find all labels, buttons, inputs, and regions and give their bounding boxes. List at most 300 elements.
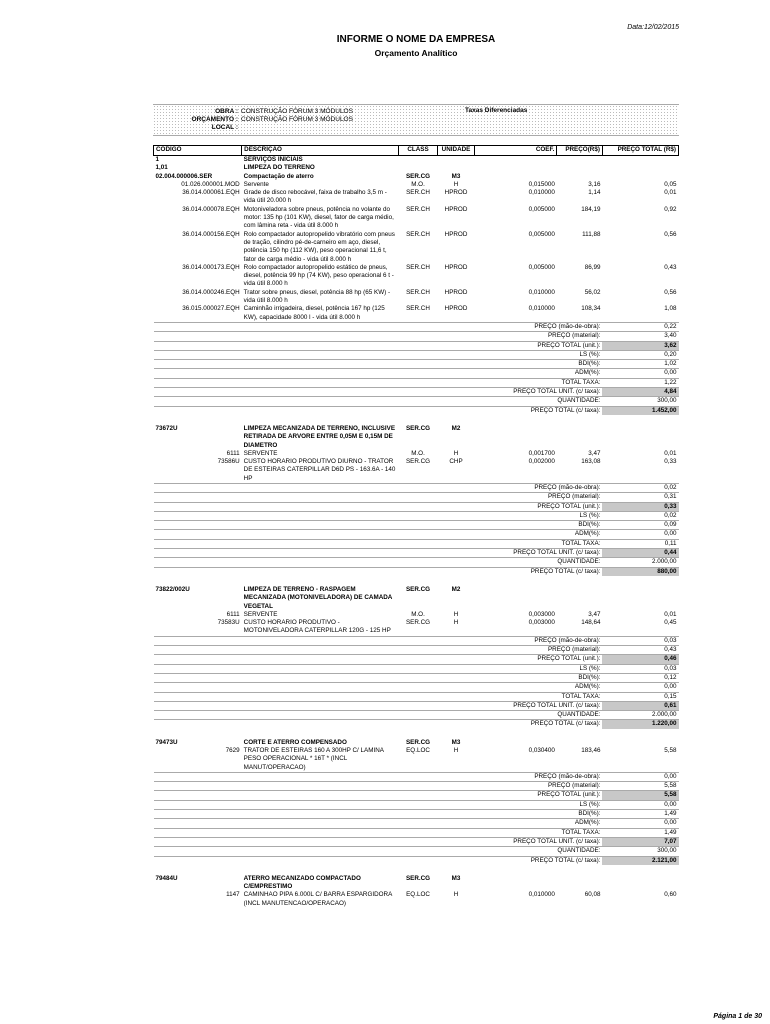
summary-row xyxy=(154,810,679,819)
unidade-cell: M3 xyxy=(451,874,461,882)
preco-cell xyxy=(557,164,603,172)
summary-row xyxy=(154,406,679,415)
unidade-cell: H xyxy=(453,610,459,618)
descricao-cell: Servente xyxy=(243,180,269,188)
summary-value: 7,07 xyxy=(602,837,678,846)
codigo-cell: 1,01 xyxy=(155,164,168,172)
table-row xyxy=(154,156,679,165)
coef-cell xyxy=(475,739,557,747)
descricao-cell: CUSTO HORARIO PRODUTIVO - MOTONIVELADORA CATERPILLAR 120G - 125 HP xyxy=(243,619,391,635)
codigo-cell: 79484U xyxy=(155,874,178,882)
coef-cell: 0,003000 xyxy=(528,610,555,618)
summary-value: 0,33 xyxy=(602,502,678,511)
descricao-cell: CORTE E ATERRO COMPENSADO xyxy=(243,738,347,746)
class-cell: M.O. xyxy=(411,180,425,188)
preco-total-cell: 1,08 xyxy=(664,305,677,313)
codigo-cell: 36.014.000061.EQH xyxy=(182,189,240,197)
summary-value: 0,03 xyxy=(602,636,678,645)
preco-cell: 148,64 xyxy=(581,619,601,627)
summary-label: PREÇO (material): xyxy=(154,782,603,791)
col-codigo: CÓDIGO xyxy=(154,146,242,156)
codigo-cell: 1147 xyxy=(226,891,240,899)
spacer-row xyxy=(154,729,679,739)
preco-total-cell: 0,01 xyxy=(664,449,677,457)
table-row xyxy=(154,739,679,747)
descricao-cell: Rolo compactador autopropelido vibratório com pneus de tração, cilindro pé-de-carneiro em aço, diesel, potência 150 hp (112 KW), peso operacional 11,6 t, fator de carga médio - vida útil 8.000 h xyxy=(243,230,395,263)
summary-value: 0,03 xyxy=(602,664,678,673)
obra-label: OBRA : xyxy=(215,108,238,115)
budget-table xyxy=(153,145,679,908)
codigo-cell: 73586U xyxy=(217,458,240,466)
summary-value: 880,00 xyxy=(602,567,678,576)
summary-row xyxy=(154,782,679,791)
summary-row xyxy=(154,502,679,511)
summary-value: 0,46 xyxy=(602,655,678,664)
summary-row xyxy=(154,646,679,655)
unidade-cell: H xyxy=(453,180,459,188)
summary-value: 1,49 xyxy=(602,828,678,837)
class-cell: SER.CG xyxy=(405,619,431,627)
unidade-cell: M2 xyxy=(451,585,461,593)
spacer-cell xyxy=(154,415,679,425)
summary-row xyxy=(154,369,679,378)
table-row xyxy=(154,264,679,289)
summary-row xyxy=(154,856,679,865)
summary-label: PREÇO TOTAL (c/ taxa): xyxy=(154,720,603,729)
summary-row xyxy=(154,711,679,720)
table-row xyxy=(154,181,679,189)
coef-cell: 0,030400 xyxy=(528,747,555,754)
coef-cell: 0,001700 xyxy=(528,449,555,457)
summary-value: 0,00 xyxy=(602,800,678,809)
codigo-cell: 36.014.000156.EQH xyxy=(182,230,240,238)
summary-value: 0,31 xyxy=(602,493,678,502)
summary-row xyxy=(154,360,679,369)
preco-cell: 3,47 xyxy=(588,610,601,618)
summary-value: 0,00 xyxy=(602,819,678,828)
codigo-cell: 02.004.000006.SER xyxy=(155,172,213,180)
descricao-cell: CAMINHAO PIPA 6.000L C/ BARRA ESPARGIDORA (INCL MANUTENCAO/OPERACAO) xyxy=(243,891,392,907)
descricao-cell: Compactação de aterro xyxy=(243,172,314,180)
summary-value: 0,09 xyxy=(602,521,678,530)
table-row xyxy=(154,173,679,181)
preco-total-cell: 0,92 xyxy=(664,205,677,213)
summary-row xyxy=(154,772,679,781)
codigo-cell: 36.015.000027.EQH xyxy=(182,305,240,313)
summary-row xyxy=(154,483,679,492)
preco-cell: 86,99 xyxy=(584,263,601,271)
preco-cell: 1,14 xyxy=(588,189,601,197)
summary-value: 1,02 xyxy=(602,360,678,369)
summary-value: 0,00 xyxy=(602,530,678,539)
class-cell: SER.CH xyxy=(406,230,430,238)
table-row xyxy=(154,619,679,636)
class-cell: SER.CG xyxy=(405,458,431,466)
orcamento-label: ORÇAMENTO : xyxy=(191,116,238,123)
unidade-cell: HPROD xyxy=(444,205,468,213)
preco-cell xyxy=(557,739,603,747)
spacer-row xyxy=(154,576,679,586)
preco-total-cell: 0,43 xyxy=(664,263,677,271)
unidade-cell: HPROD xyxy=(444,288,468,296)
summary-value: 0,43 xyxy=(602,646,678,655)
table-header-row xyxy=(154,146,679,156)
summary-value: 0,00 xyxy=(602,683,678,692)
coef-cell xyxy=(475,173,557,181)
class-cell: M.O. xyxy=(411,449,425,457)
summary-value: 2.000,00 xyxy=(602,558,678,567)
coef-cell: 0,010000 xyxy=(528,305,555,313)
coef-cell xyxy=(475,425,557,450)
summary-label: TOTAL TAXA: xyxy=(154,828,603,837)
project-info-box xyxy=(153,104,679,136)
spacer-row xyxy=(154,865,679,875)
table-row xyxy=(154,891,679,908)
summary-label: PREÇO TOTAL (c/ taxa): xyxy=(154,856,603,865)
summary-row xyxy=(154,819,679,828)
descricao-cell: Trator sobre pneus, diesel, potência 88 hp (65 KW) - vida útil 8.000 h xyxy=(243,288,391,305)
codigo-cell: 36.014.000173.EQH xyxy=(182,263,240,271)
coef-cell: 0,003000 xyxy=(528,619,555,627)
table-body xyxy=(154,156,679,909)
table-row xyxy=(154,164,679,172)
summary-row xyxy=(154,567,679,576)
class-cell: SER.CH xyxy=(406,189,430,197)
codigo-cell: 6111 xyxy=(226,449,240,457)
coef-cell xyxy=(475,875,557,892)
table-row xyxy=(154,289,679,306)
preco-cell xyxy=(557,425,603,450)
summary-label: PREÇO (mão-de-obra): xyxy=(154,322,603,331)
col-unidade: UNIDADE xyxy=(437,146,475,156)
class-cell: SER.CG xyxy=(405,874,431,882)
summary-label: LS (%): xyxy=(154,350,603,359)
codigo-cell: 7629 xyxy=(225,747,240,754)
summary-value: 1,49 xyxy=(602,810,678,819)
coef-cell: 0,005000 xyxy=(528,230,555,238)
class-cell: SER.CG xyxy=(405,424,431,432)
descricao-cell: ATERRO MECANIZADO COMPACTADO C/EMPRESTIMO xyxy=(243,874,361,891)
summary-row xyxy=(154,692,679,701)
summary-label: PREÇO (material): xyxy=(154,646,603,655)
descricao-cell: LIMPEZA MECANIZADA DE TERRENO, INCLUSIVE RETIRADA DE ARVORE ENTRE 0,05M E 0,15M DE DIAMETRO xyxy=(243,424,396,449)
preco-total-cell xyxy=(602,156,678,165)
summary-value: 0,22 xyxy=(602,322,678,331)
preco-cell xyxy=(557,875,603,892)
table-row xyxy=(154,586,679,611)
summary-row xyxy=(154,521,679,530)
summary-label: TOTAL TAXA: xyxy=(154,378,603,387)
summary-value: 0,00 xyxy=(602,772,678,781)
summary-value: 3,62 xyxy=(602,341,678,350)
spacer-cell xyxy=(154,576,679,586)
summary-row xyxy=(154,493,679,502)
table-row xyxy=(154,875,679,892)
coef-cell: 0,005000 xyxy=(528,263,555,271)
summary-label: PREÇO (material): xyxy=(154,332,603,341)
summary-row xyxy=(154,388,679,397)
summary-label: PREÇO TOTAL UNIT. (c/ taxa): xyxy=(154,549,603,558)
preco-total-cell xyxy=(602,425,678,450)
coef-cell: 0,010000 xyxy=(528,891,555,899)
preco-total-cell: 0,56 xyxy=(664,230,677,238)
preco-total-cell: 0,45 xyxy=(664,619,677,627)
summary-row xyxy=(154,332,679,341)
preco-total-cell: 0,56 xyxy=(664,288,677,296)
summary-label: ADM(%): xyxy=(154,369,603,378)
summary-label: QUANTIDADE: xyxy=(154,711,603,720)
table-row xyxy=(154,458,679,483)
summary-row xyxy=(154,673,679,682)
descricao-cell: LIMPEZA DE TERRENO - RASPAGEM MECANIZADA (MOTONIVELADORA) DE CAMADA VEGETAL xyxy=(243,585,393,610)
summary-label: PREÇO TOTAL (c/ taxa): xyxy=(154,406,603,415)
class-cell xyxy=(399,156,438,165)
unidade-cell: HPROD xyxy=(444,230,468,238)
summary-value: 300,00 xyxy=(602,397,678,406)
summary-row xyxy=(154,549,679,558)
col-class: CLASS xyxy=(399,146,438,156)
table-row xyxy=(154,450,679,458)
table-row xyxy=(154,425,679,450)
coef-cell xyxy=(475,156,557,165)
summary-row xyxy=(154,683,679,692)
summary-label: QUANTIDADE: xyxy=(154,847,603,856)
unidade-cell: H xyxy=(453,619,459,627)
unidade-cell: HPROD xyxy=(444,305,468,313)
summary-row xyxy=(154,791,679,800)
summary-value: 1.220,00 xyxy=(602,720,678,729)
summary-value: 0,44 xyxy=(602,549,678,558)
summary-row xyxy=(154,636,679,645)
preco-total-cell: 0,33 xyxy=(664,458,677,466)
summary-row xyxy=(154,720,679,729)
summary-label: ADM(%): xyxy=(154,530,603,539)
preco-cell xyxy=(557,586,603,611)
preco-total-cell xyxy=(602,739,678,747)
codigo-cell: 73822/002U xyxy=(155,585,190,593)
summary-label: LS (%): xyxy=(154,511,603,520)
coef-cell: 0,005000 xyxy=(528,205,555,213)
summary-value: 3,40 xyxy=(602,332,678,341)
descricao-cell: CUSTO HORARIO PRODUTIVO DIURNO - TRATOR DE ESTEIRAS CATERPILLAR D6D PS - 163.6A - 140 HP xyxy=(243,458,396,482)
summary-row xyxy=(154,655,679,664)
descricao-cell: Rolo compactador autopropelido estático de pneus, diesel, potência 99 hp (74 KW), peso operacional 6 t - vida útil 8.000 h xyxy=(243,263,394,288)
class-cell: SER.CG xyxy=(405,738,431,746)
class-cell: EQ.LOC xyxy=(406,747,430,754)
summary-value: 0,20 xyxy=(602,350,678,359)
table-row xyxy=(154,189,679,206)
summary-label: TOTAL TAXA: xyxy=(154,692,603,701)
summary-label: LS (%): xyxy=(154,800,603,809)
col-descricao: DESCRIÇÃO xyxy=(242,146,399,156)
summary-row xyxy=(154,847,679,856)
summary-label: PREÇO TOTAL (c/ taxa): xyxy=(154,567,603,576)
coef-cell: 0,002000 xyxy=(528,458,555,466)
table-row xyxy=(154,747,679,772)
preco-cell: 184,19 xyxy=(581,205,601,213)
summary-value: 0,15 xyxy=(602,692,678,701)
preco-total-cell xyxy=(602,586,678,611)
summary-label: BDI(%): xyxy=(154,810,603,819)
summary-label: TOTAL TAXA: xyxy=(154,539,603,548)
descricao-cell: SERVENTE xyxy=(243,610,278,618)
col-preco-total: PREÇO TOTAL (R$) xyxy=(602,146,678,156)
taxas-label: Taxas Diferenciadas xyxy=(465,107,528,114)
summary-label: PREÇO TOTAL UNIT. (c/ taxa): xyxy=(154,837,603,846)
unidade-cell: HPROD xyxy=(444,189,468,197)
unidade-cell: M3 xyxy=(451,172,461,180)
summary-label: PREÇO TOTAL (unit.): xyxy=(154,341,603,350)
summary-value: 0,00 xyxy=(602,369,678,378)
table-row xyxy=(154,611,679,619)
class-cell: SER.CH xyxy=(406,263,430,271)
summary-label: PREÇO TOTAL UNIT. (c/ taxa): xyxy=(154,388,603,397)
summary-value: 0,02 xyxy=(602,483,678,492)
summary-value: 2.000,00 xyxy=(602,711,678,720)
summary-label: ADM(%): xyxy=(154,819,603,828)
spacer-cell xyxy=(154,729,679,739)
table-row xyxy=(154,231,679,264)
preco-cell: 108,34 xyxy=(581,305,601,313)
summary-row xyxy=(154,701,679,710)
summary-label: QUANTIDADE: xyxy=(154,397,603,406)
summary-value: 0,61 xyxy=(602,701,678,710)
summary-value: 0,12 xyxy=(602,673,678,682)
class-cell xyxy=(399,164,438,172)
preco-total-cell: 0,60 xyxy=(664,891,677,899)
summary-label: BDI(%): xyxy=(154,521,603,530)
company-name: INFORME O NOME DA EMPRESA xyxy=(336,34,496,45)
preco-cell xyxy=(557,173,603,181)
descricao-cell: SERVIÇOS INICIAIS xyxy=(243,156,303,163)
preco-cell: 183,46 xyxy=(581,747,601,754)
summary-label: PREÇO TOTAL (unit.): xyxy=(154,655,603,664)
preco-total-cell: 0,01 xyxy=(664,189,677,197)
unidade-cell: CHP xyxy=(449,458,463,466)
preco-cell: 56,02 xyxy=(584,288,601,296)
summary-row xyxy=(154,530,679,539)
spacer-cell xyxy=(154,865,679,875)
summary-row xyxy=(154,511,679,520)
preco-total-cell: 5,58 xyxy=(664,747,677,754)
orcamento-value: CONSTRUÇÃO FÓRUM 3 MÓDULOS xyxy=(241,116,353,123)
summary-label: BDI(%): xyxy=(154,360,603,369)
codigo-cell: 6111 xyxy=(226,610,240,618)
descricao-cell: LIMPEZA DO TERRENO xyxy=(243,164,315,172)
codigo-cell: 73583U xyxy=(217,619,240,627)
coef-cell: 0,010000 xyxy=(528,189,555,197)
descricao-cell: SERVENTE xyxy=(243,449,278,457)
codigo-cell: 36.014.000078.EQH xyxy=(182,205,240,213)
summary-row xyxy=(154,378,679,387)
summary-row xyxy=(154,558,679,567)
class-cell: SER.CG xyxy=(405,172,431,180)
summary-value: 2.121,00 xyxy=(602,856,678,865)
summary-row xyxy=(154,664,679,673)
class-cell: EQ.LOC xyxy=(406,891,430,899)
class-cell: SER.CH xyxy=(406,288,430,296)
summary-row xyxy=(154,397,679,406)
summary-value: 5,58 xyxy=(602,782,678,791)
unidade-cell: H xyxy=(453,747,459,754)
summary-label: PREÇO TOTAL (unit.): xyxy=(154,791,603,800)
preco-cell: 3,47 xyxy=(588,449,601,457)
descricao-cell: Caminhão irrigadeira, diesel, potência 167 hp (125 KW), capacidade 8000 l - vida útil 8.000 h xyxy=(243,305,385,321)
preco-cell: 111,88 xyxy=(582,230,601,238)
coef-cell: 0,015000 xyxy=(528,180,555,188)
summary-label: BDI(%): xyxy=(154,673,603,682)
summary-row xyxy=(154,322,679,331)
obra-value: CONSTRUÇÃO FÓRUM 3 MÓDULOS xyxy=(241,108,353,115)
descricao-cell: TRATOR DE ESTEIRAS 160 A 300HP C/ LAMINA PESO OPERACIONAL * 16T * (INCL MANUT/OPERACAO) xyxy=(243,747,384,771)
summary-label: PREÇO TOTAL UNIT. (c/ taxa): xyxy=(154,701,603,710)
summary-row xyxy=(154,828,679,837)
summary-row xyxy=(154,341,679,350)
coef-cell xyxy=(475,164,557,172)
class-cell: SER.CH xyxy=(406,305,430,313)
preco-total-cell xyxy=(602,173,678,181)
preco-total-cell xyxy=(602,875,678,892)
preco-cell: 3,16 xyxy=(588,180,601,188)
descricao-cell: Grade de disco rebocável, faixa de trabalho 3,5 m - vida útil 20.000 h xyxy=(243,189,387,205)
summary-label: ADM(%): xyxy=(154,683,603,692)
summary-label: PREÇO (mão-de-obra): xyxy=(154,483,603,492)
summary-label: PREÇO (mão-de-obra): xyxy=(154,772,603,781)
unidade-cell: M2 xyxy=(451,424,461,432)
summary-value: 300,00 xyxy=(602,847,678,856)
spacer-row xyxy=(154,415,679,425)
summary-value: 4,84 xyxy=(602,388,678,397)
summary-label: QUANTIDADE: xyxy=(154,558,603,567)
page-number: Página 1 de 30 xyxy=(713,1013,762,1020)
codigo-cell: 1 xyxy=(155,156,160,163)
report-subtitle: Orçamento Analítico xyxy=(374,48,458,58)
coef-cell: 0,010000 xyxy=(528,288,555,296)
unidade-cell xyxy=(437,156,475,165)
summary-label: PREÇO TOTAL (unit.): xyxy=(154,502,603,511)
summary-row xyxy=(154,837,679,846)
summary-value: 5,58 xyxy=(602,791,678,800)
summary-value: 0,02 xyxy=(602,511,678,520)
unidade-cell: M3 xyxy=(451,738,461,746)
class-cell: M.O. xyxy=(411,610,425,618)
summary-label: PREÇO (material): xyxy=(154,493,603,502)
preco-cell: 60,08 xyxy=(584,891,601,899)
unidade-cell xyxy=(437,164,475,172)
codigo-cell: 36.014.000246.EQH xyxy=(182,288,240,296)
summary-row xyxy=(154,539,679,548)
preco-total-cell: 0,05 xyxy=(664,180,677,188)
class-cell: SER.CH xyxy=(406,205,430,213)
preco-cell: 163,08 xyxy=(581,458,601,466)
summary-label: PREÇO (mão-de-obra): xyxy=(154,636,603,645)
unidade-cell: H xyxy=(453,449,459,457)
table-row xyxy=(154,206,679,231)
summary-row xyxy=(154,800,679,809)
summary-value: 1.452,00 xyxy=(602,406,678,415)
coef-cell xyxy=(475,586,557,611)
codigo-cell: 01.026.000001.MOD xyxy=(181,180,240,188)
summary-label: LS (%): xyxy=(154,664,603,673)
unidade-cell: HPROD xyxy=(444,263,468,271)
preco-total-cell: 0,01 xyxy=(664,610,677,618)
unidade-cell: H xyxy=(453,891,459,899)
col-preco: PREÇO(R$) xyxy=(557,146,603,156)
preco-cell xyxy=(557,156,603,165)
report-date: Data:12/02/2015 xyxy=(627,24,679,31)
summary-row xyxy=(154,350,679,359)
summary-value: 0,11 xyxy=(602,539,678,548)
